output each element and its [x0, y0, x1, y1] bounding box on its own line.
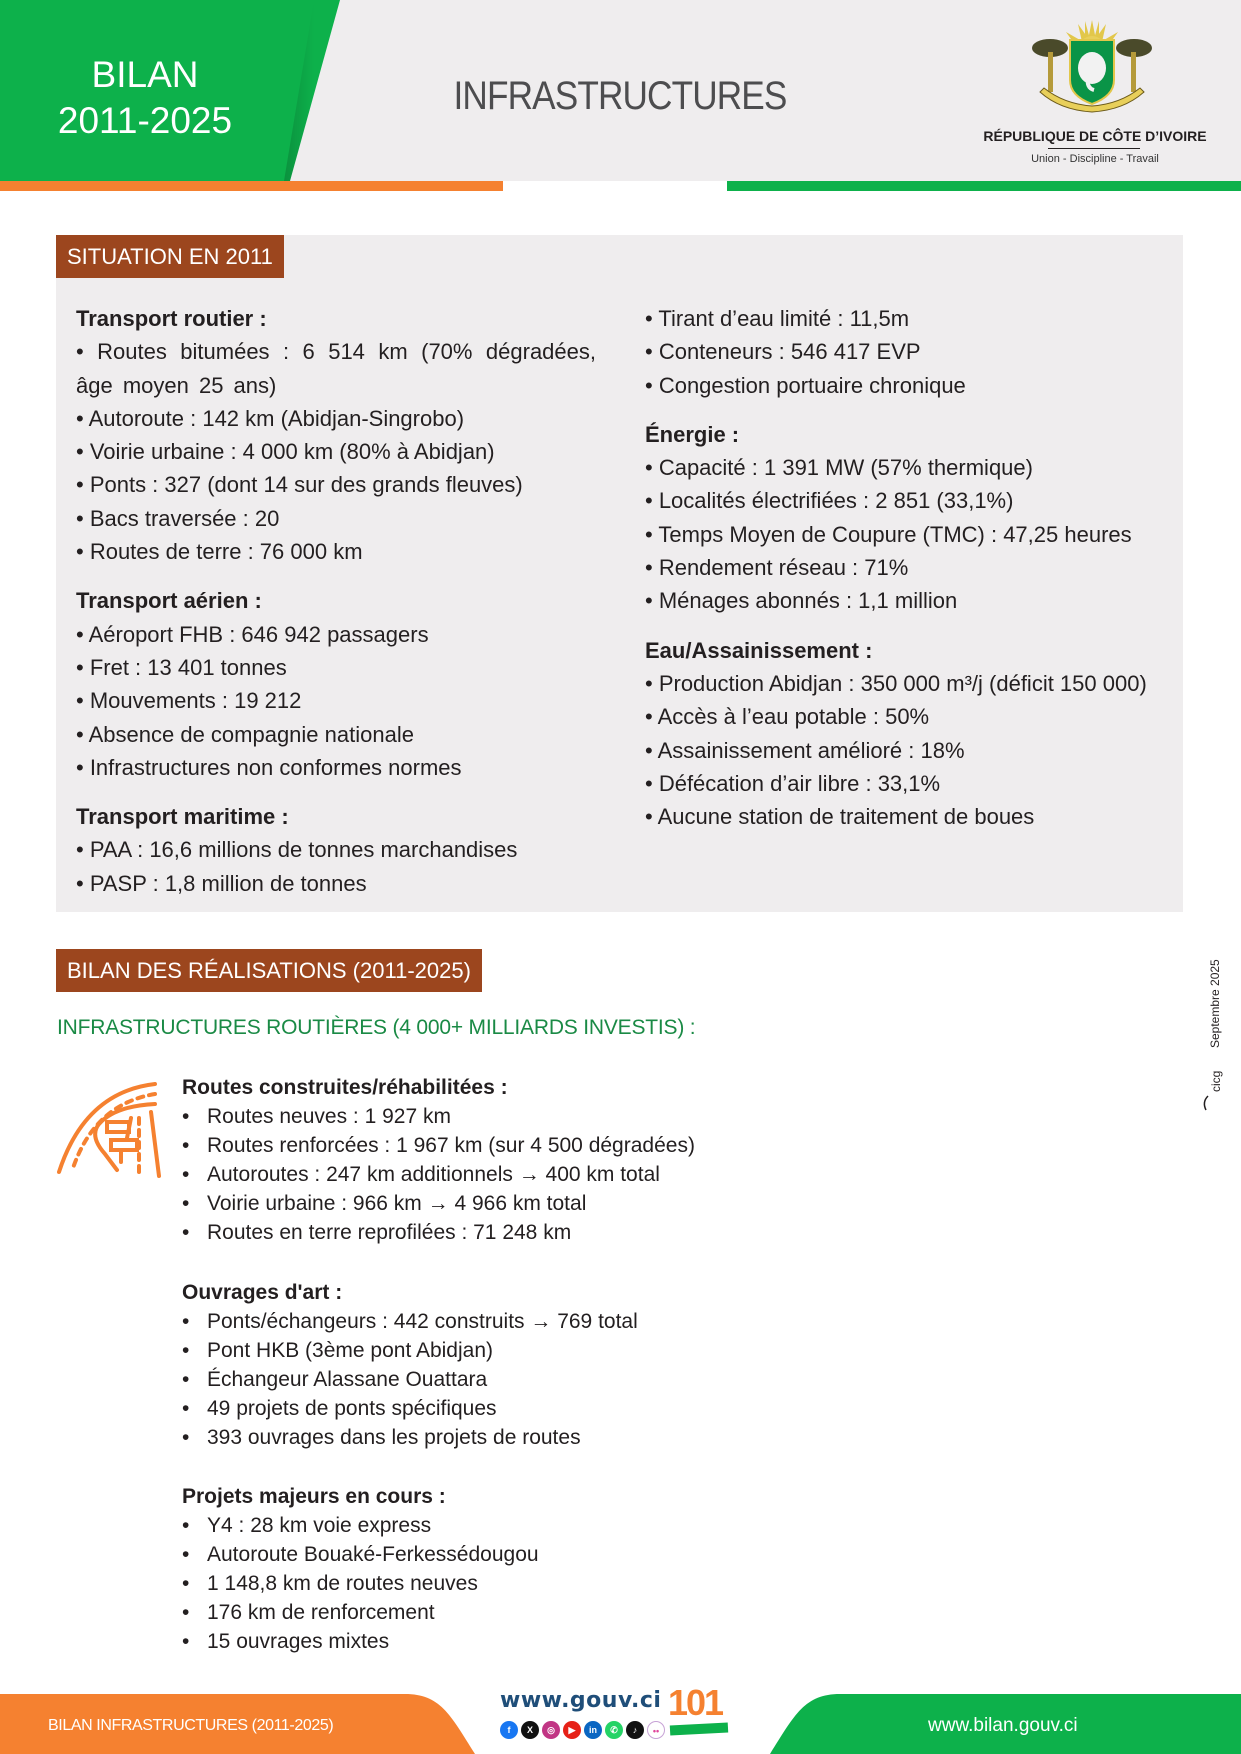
flag-bar-green [727, 181, 1241, 191]
list-item-text: Échangeur Alassane Ouattara [207, 1368, 488, 1391]
list-item [182, 1598, 539, 1627]
roads-built-block [182, 1073, 695, 1247]
group-title: Transport maritime : [76, 804, 289, 830]
group-transport-maritime [76, 800, 596, 900]
list-item-text: 393 ouvrages dans les projets de routes [207, 1426, 581, 1449]
list-item [182, 1627, 539, 1656]
block-title: Projets majeurs en cours : [182, 1485, 446, 1508]
list-item-text: Ponts/échangeurs : 442 construits → 769 total [207, 1310, 638, 1333]
coat-of-arms-emblem [1030, 18, 1155, 118]
cicg-logo [1200, 1058, 1228, 1112]
group-title: Énergie : [645, 421, 740, 447]
social-icons [500, 1721, 665, 1739]
list-item: • Capacité : 1 391 MW (57% thermique) [645, 455, 1033, 481]
engineering-structures-block [182, 1278, 638, 1452]
whatsapp-icon[interactable]: ✆ [605, 1721, 623, 1739]
major-projects-block [182, 1482, 539, 1656]
list-item: • Rendement réseau : 71% [645, 555, 909, 581]
bullet: • [182, 1105, 190, 1128]
side-date-label: Septembre 2025 [1208, 959, 1222, 1048]
flickr-icon[interactable]: •• [647, 1721, 665, 1739]
list-item-text: 15 ouvrages mixtes [207, 1630, 390, 1653]
list-item: • Routes de terre : 76 000 km [76, 539, 363, 565]
republic-underline [1048, 148, 1140, 149]
list-item: • PAA : 16,6 millions de tonnes marchandises [76, 837, 518, 863]
list-item: • Fret : 13 401 tonnes [76, 654, 287, 680]
youtube-icon[interactable]: ▶ [563, 1721, 581, 1739]
list-item: • Accès à l’eau potable : 50% [645, 704, 930, 730]
instagram-icon[interactable]: ◎ [542, 1721, 560, 1739]
bullet: • [182, 1514, 190, 1537]
page-header [0, 0, 1241, 181]
linkedin-icon[interactable]: in [584, 1721, 602, 1739]
bullet: • [182, 1426, 190, 1449]
group-energie [645, 418, 1185, 618]
bilan-period-title [40, 52, 250, 144]
bullet: • [182, 1339, 190, 1362]
list-item [182, 1540, 539, 1569]
bullet: • [182, 1397, 190, 1420]
list-item: • Ponts : 327 (dont 14 sur des grands fleuves) [76, 472, 523, 498]
logo-101: 101 [668, 1682, 723, 1723]
list-item-text: Routes renforcées : 1 967 km (sur 4 500 dégradées) [207, 1134, 695, 1157]
bilan-line1: BILAN [91, 54, 199, 95]
group-title: Transport routier : [76, 306, 267, 331]
road-infrastructure-subheading: INFRASTRUCTURES ROUTIÈRES (4 000+ MILLIARDS INVESTIS) : [57, 1016, 696, 1039]
bullet: • [182, 1163, 190, 1186]
situation-section-tag: SITUATION EN 2011 [56, 235, 284, 278]
block-title: Ouvrages d'art : [182, 1281, 343, 1304]
list-item: • Production Abidjan : 350 000 m³/j (déficit 150 000) [645, 670, 1147, 696]
list-item: • Tirant d’eau limité : 11,5m [645, 306, 910, 331]
facebook-icon[interactable]: f [500, 1721, 518, 1739]
list-item-text: Y4 : 28 km voie express [207, 1514, 432, 1537]
list-item: • Bacs traversée : 20 [76, 505, 280, 531]
list-item-text: Voirie urbaine : 966 km → 4 966 km total [207, 1192, 587, 1215]
list-item: • Aucune station de traitement de boues [645, 804, 1035, 830]
bullet: • [182, 1310, 190, 1333]
bilan-website-link[interactable]: www.bilan.gouv.ci [928, 1715, 1078, 1736]
list-item: • Absence de compagnie nationale [76, 721, 414, 747]
list-item [182, 1218, 695, 1247]
list-item: • Routes bitumées : 6 514 km (70% dégradées, âge moyen 25 ans) [76, 339, 596, 398]
bullet: • [182, 1630, 190, 1653]
list-item [182, 1160, 695, 1189]
bullet: • [182, 1221, 190, 1244]
list-item: • Défécation d’air libre : 33,1% [645, 770, 941, 796]
list-item-text: Routes en terre reprofilées : 71 248 km [207, 1221, 572, 1244]
list-item [182, 1189, 695, 1218]
list-item: • PASP : 1,8 million de tonnes [76, 870, 367, 896]
list-item: • Assainissement amélioré : 18% [645, 737, 965, 763]
group-transport-routier [76, 302, 596, 568]
list-item-text: Autoroute Bouaké-Ferkessédougou [207, 1543, 539, 1566]
bullet: • [182, 1601, 190, 1624]
bilan-line2: 2011-2025 [57, 100, 233, 141]
footer-document-label: BILAN INFRASTRUCTURES (2011-2025) [48, 1717, 334, 1734]
group-eau-assainissement [645, 634, 1185, 834]
situation-right-column [645, 302, 1185, 849]
list-item [182, 1102, 695, 1131]
list-item [182, 1569, 539, 1598]
list-item-text: 49 projets de ponts spécifiques [207, 1397, 497, 1420]
list-item [182, 1131, 695, 1160]
bullet: • [182, 1134, 190, 1157]
list-item: • Localités électrifiées : 2 851 (33,1%) [645, 488, 1014, 514]
list-item [182, 1394, 638, 1423]
list-item: • Mouvements : 19 212 [76, 688, 302, 714]
list-item-text: Routes neuves : 1 927 km [207, 1105, 451, 1128]
road-icon [55, 1078, 165, 1183]
group-transport-aerien [76, 584, 596, 784]
list-item: • Conteneurs : 546 417 EVP [645, 339, 921, 365]
bullet: • [182, 1192, 190, 1215]
situation-left-column [76, 302, 596, 916]
flag-bar-orange [0, 181, 503, 191]
list-item [182, 1336, 638, 1365]
cicg-logo-text: cicg [1209, 1070, 1223, 1092]
list-item-text: 1 148,8 km de routes neuves [207, 1572, 478, 1595]
list-item-text: Pont HKB (3ème pont Abidjan) [207, 1339, 494, 1362]
list-item: • Ménages abonnés : 1,1 million [645, 588, 958, 614]
bullet: • [182, 1572, 190, 1595]
x-twitter-icon[interactable]: X [521, 1721, 539, 1739]
block-title: Routes construites/réhabilitées : [182, 1076, 508, 1099]
group-title: Eau/Assainissement : [645, 637, 873, 663]
list-item: • Infrastructures non conformes normes [76, 754, 462, 780]
national-motto: Union - Discipline - Travail [1031, 153, 1159, 165]
page-title: INFRASTRUCTURES [453, 74, 787, 118]
group-maritime-continued [645, 302, 1185, 402]
list-item: • Temps Moyen de Coupure (TMC) : 47,25 heures [645, 521, 1132, 547]
list-item [182, 1365, 638, 1394]
gouv-website-link[interactable]: www.gouv.ci [500, 1688, 662, 1713]
list-item: • Congestion portuaire chronique [645, 372, 966, 398]
tiktok-icon[interactable]: ♪ [626, 1721, 644, 1739]
bilan-section-tag: BILAN DES RÉALISATIONS (2011-2025) [56, 949, 482, 992]
republic-name: RÉPUBLIQUE DE CÔTE D’IVOIRE [983, 128, 1207, 144]
list-item-text: 176 km de renforcement [207, 1601, 435, 1624]
list-item: • Voirie urbaine : 4 000 km (80% à Abidjan) [76, 439, 495, 465]
list-item [182, 1511, 539, 1540]
bullet: • [182, 1543, 190, 1566]
list-item [182, 1423, 638, 1452]
group-title: Transport aérien : [76, 588, 262, 614]
list-item: • Autoroute : 142 km (Abidjan-Singrobo) [76, 405, 465, 431]
list-item: • Aéroport FHB : 646 942 passagers [76, 621, 429, 647]
bullet: • [182, 1368, 190, 1391]
list-item-text: Autoroutes : 247 km additionnels → 400 km total [207, 1163, 660, 1186]
list-item [182, 1307, 638, 1336]
